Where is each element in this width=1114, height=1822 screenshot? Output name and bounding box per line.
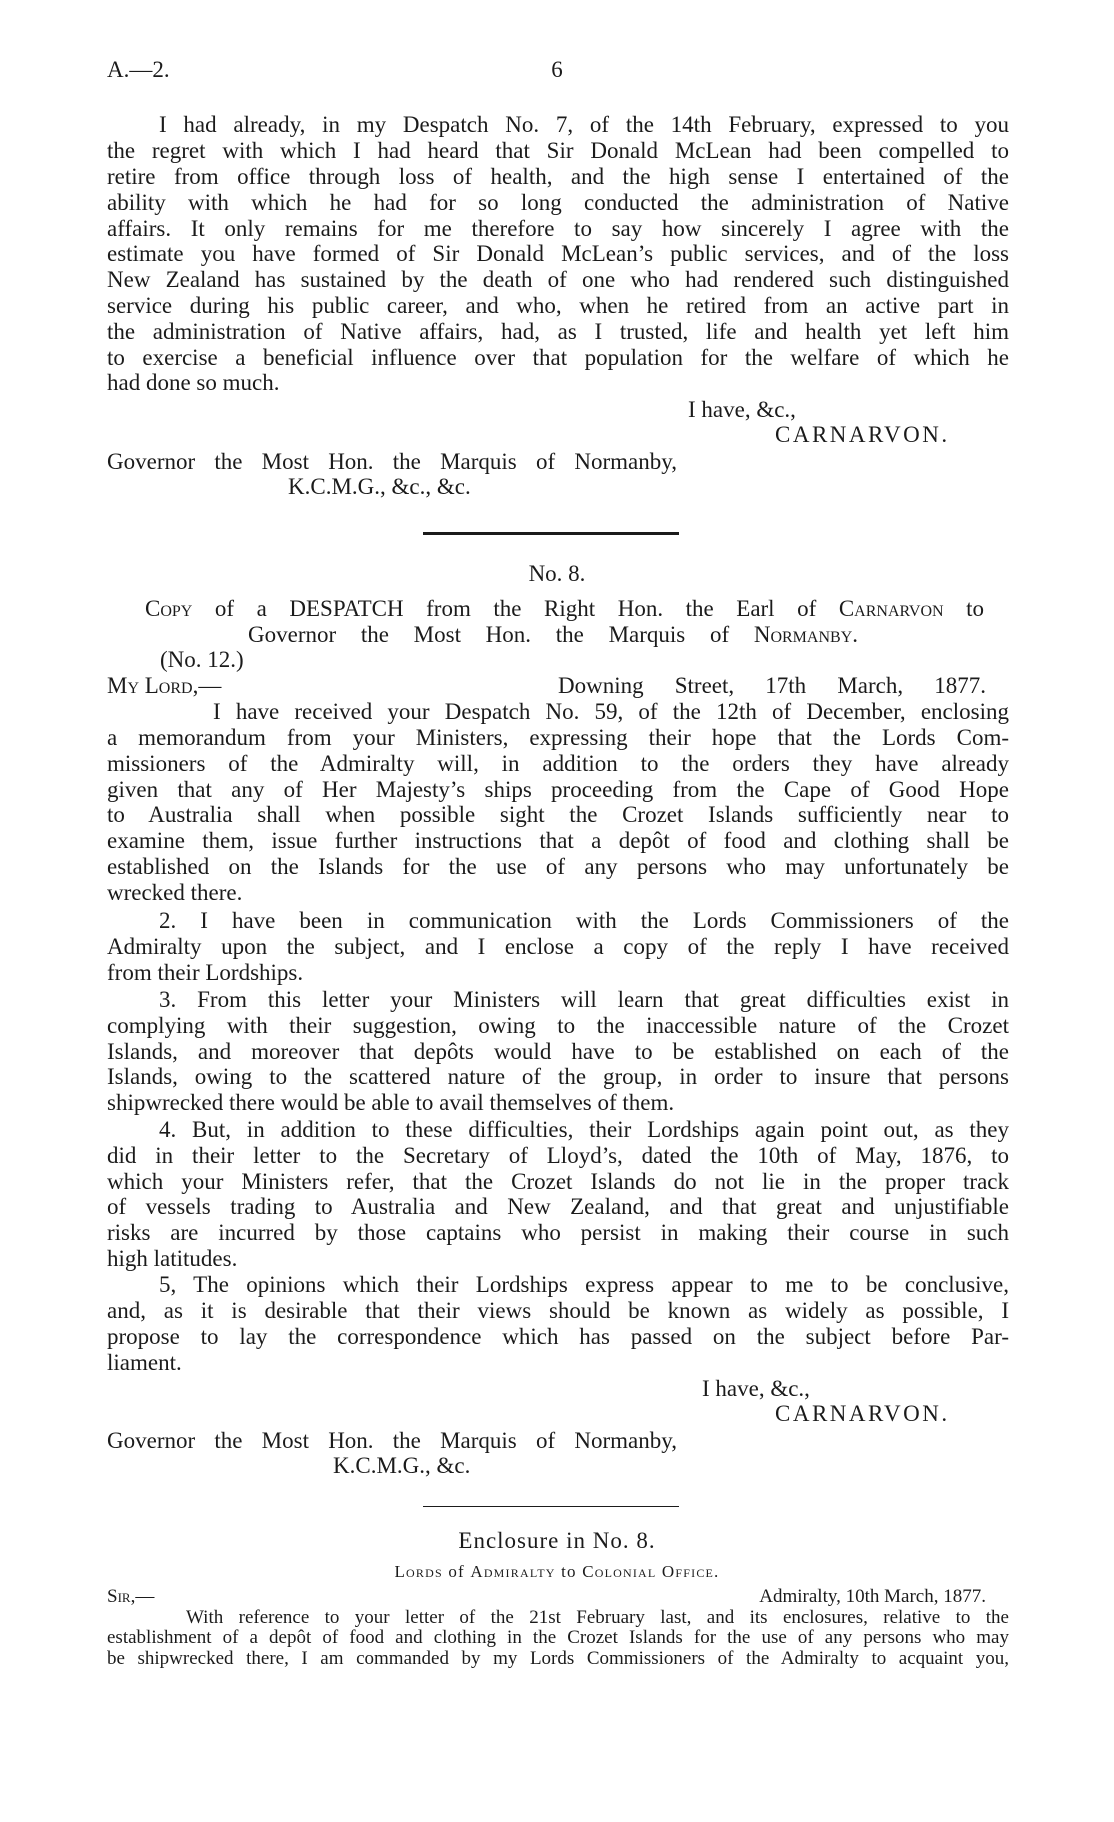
page-number: 6: [551, 56, 563, 82]
closing-formula: I have, &c.,: [702, 1375, 810, 1401]
addressee: Governor the Most Hon. the Marquis of Normanby,: [107, 1427, 677, 1453]
paragraph-line: establishment of a depôt of food and clothing in the Crozet Islands for the use of any persons who may: [107, 1627, 1009, 1649]
paragraph-line: the regret with which I had heard that Sir Donald McLean had been compelled to: [107, 138, 1009, 164]
paragraph-line: missioners of the Admiralty will, in addition to the orders they have already: [107, 750, 1009, 776]
paragraph-line: established on the Islands for the use of any persons who may unfortunately be: [107, 854, 1009, 880]
enclosure-heading: Enclosure in No. 8.: [458, 1527, 656, 1553]
addressee-honours: K.C.M.G., &c., &c.: [288, 474, 471, 499]
signature: CARNARVON.: [775, 422, 950, 447]
subheading-from: Lords: [394, 1562, 443, 1581]
paragraph-line: be shipwrecked there, I am commanded by my Lords Commissioners of the Admiralty to acquaint you,: [107, 1648, 1009, 1670]
paragraph-line: complying with their suggestion, owing to the inaccessible nature of the Crozet: [107, 1012, 1009, 1038]
paragraph-line: had done so much.: [107, 370, 280, 396]
addressee: Governor the Most Hon. the Marquis of Normanby,: [107, 448, 677, 474]
paragraph-line: a memorandum from your Ministers, expressing their hope that the Lords Com-: [107, 725, 1009, 751]
paragraph-line: estimate you have formed of Sir Donald McLean’s public services, and of the loss: [107, 241, 1009, 267]
title-sender: Carnarvon: [838, 596, 944, 621]
paragraph-line: from their Lordships.: [107, 959, 304, 985]
paragraph-line: high latitudes.: [107, 1246, 238, 1272]
closing-formula: I have, &c.,: [688, 396, 796, 422]
paragraph-line: 2. I have been in communication with the Lords Commissioners of the: [159, 908, 1009, 934]
title-copy: Copy: [145, 596, 193, 621]
paragraph-line: wrecked there.: [107, 879, 243, 905]
section-divider: [423, 532, 679, 535]
addressee-honours: K.C.M.G., &c.: [333, 1453, 471, 1478]
paragraph-line: With reference to your letter of the 21st February last, and its enclosures, relative to the: [186, 1606, 1009, 1628]
paragraph-line: 4. But, in addition to these difficulties, their Lordships again point out, as they: [159, 1117, 1009, 1143]
signature: CARNARVON.: [775, 1401, 950, 1426]
despatch-number: No. 8.: [528, 561, 586, 586]
paragraph-line: the administration of Native affairs, had, as I trusted, life and health yet left him: [107, 318, 1009, 344]
paragraph-line: shipwrecked there would be able to avail themselves of them.: [107, 1090, 675, 1116]
title-text: of a DESPATCH from the Right Hon. the Earl of: [214, 596, 817, 621]
subheading-text: to: [561, 1562, 577, 1581]
despatch-title-line: [248, 622, 858, 648]
paragraph-line: of vessels trading to Australia and New Zealand, and that great and unjustifiable: [107, 1194, 1009, 1220]
title-recipient: Normanby.: [753, 621, 858, 647]
paragraph-line: risks are incurred by those captains who persist in making their course in such: [107, 1220, 1009, 1246]
paragraph-line: Admiralty upon the subject, and I enclose a copy of the reply I have received: [107, 933, 1009, 959]
salutation: Sir,—: [107, 1585, 155, 1607]
title-text: Governor the Most Hon. the Marquis of: [248, 621, 730, 647]
paragraph-line: propose to lay the correspondence which has passed on the subject before Par-: [107, 1323, 1009, 1349]
enclosure-subheading: [0, 1562, 1114, 1582]
despatch-reference: (No. 12.): [160, 647, 244, 672]
paragraph-line: which your Ministers refer, that the Crozet Islands do not lie in the proper track: [107, 1168, 1009, 1194]
paragraph-line: I have received your Despatch No. 59, of the 12th of December, enclosing: [213, 699, 1009, 725]
despatch-paragraph: [107, 699, 1009, 905]
paragraph-line: affairs. It only remains for me therefore to say how sincerely I agree with the: [107, 215, 1009, 241]
paragraph-line: to exercise a beneficial influence over that population for the welfare of which he: [107, 344, 1009, 370]
place-date: Downing Street, 17th March, 1877.: [558, 672, 986, 698]
despatch-paragraph: [107, 908, 1009, 985]
title-text: to: [966, 596, 985, 621]
paragraph-line: given that any of Her Majesty’s ships proceeding from the Cape of Good Hope: [107, 776, 1009, 802]
paragraph-line: Islands, owing to the scattered nature of the group, in order to insure that persons: [107, 1064, 1009, 1090]
paragraph-line: 5, The opinions which their Lordships express appear to me to be conclusive,: [159, 1272, 1009, 1298]
previous-despatch-paragraph: [107, 112, 1009, 396]
paragraph-line: and, as it is desirable that their views should be known as widely as possible, I: [107, 1298, 1009, 1324]
despatch-paragraph: [107, 987, 1009, 1116]
enclosure-paragraph: [107, 1608, 1009, 1671]
salutation: My Lord,—: [107, 672, 222, 698]
despatch-paragraph: [107, 1272, 1009, 1375]
paragraph-line: retire from office through loss of health, and the high sense I entertained of the: [107, 163, 1009, 189]
subheading-from: Admiralty: [470, 1562, 556, 1581]
section-divider: [423, 1506, 679, 1507]
paragraph-line: Islands, and moreover that depôts would have to be established on each of the: [107, 1038, 1009, 1064]
despatch-title-line: [145, 596, 984, 622]
paragraph-line: 3. From this letter your Ministers will learn that great difficulties exist in: [159, 987, 1009, 1013]
subheading-text: of: [448, 1562, 465, 1581]
paragraph-line: New Zealand has sustained by the death of one who had rendered such distinguished: [107, 267, 1009, 293]
place-date: Admiralty, 10th March, 1877.: [759, 1585, 986, 1607]
despatch-paragraph: [107, 1117, 1009, 1272]
document-reference: A.—2.: [107, 56, 170, 82]
paragraph-line: to Australia shall when possible sight the Crozet Islands sufficiently near to: [107, 802, 1009, 828]
paragraph-line: examine them, issue further instructions that a depôt of food and clothing shall be: [107, 828, 1009, 854]
subheading-to: Colonial Office.: [582, 1562, 720, 1581]
paragraph-line: I had already, in my Despatch No. 7, of the 14th February, expressed to you: [159, 112, 1009, 138]
paragraph-line: service during his public career, and who, when he retired from an active part in: [107, 292, 1009, 318]
paragraph-line: did in their letter to the Secretary of Lloyd’s, dated the 10th of May, 1876, to: [107, 1142, 1009, 1168]
paragraph-line: ability with which he had for so long conducted the administration of Native: [107, 189, 1009, 215]
paragraph-line: liament.: [107, 1349, 182, 1375]
